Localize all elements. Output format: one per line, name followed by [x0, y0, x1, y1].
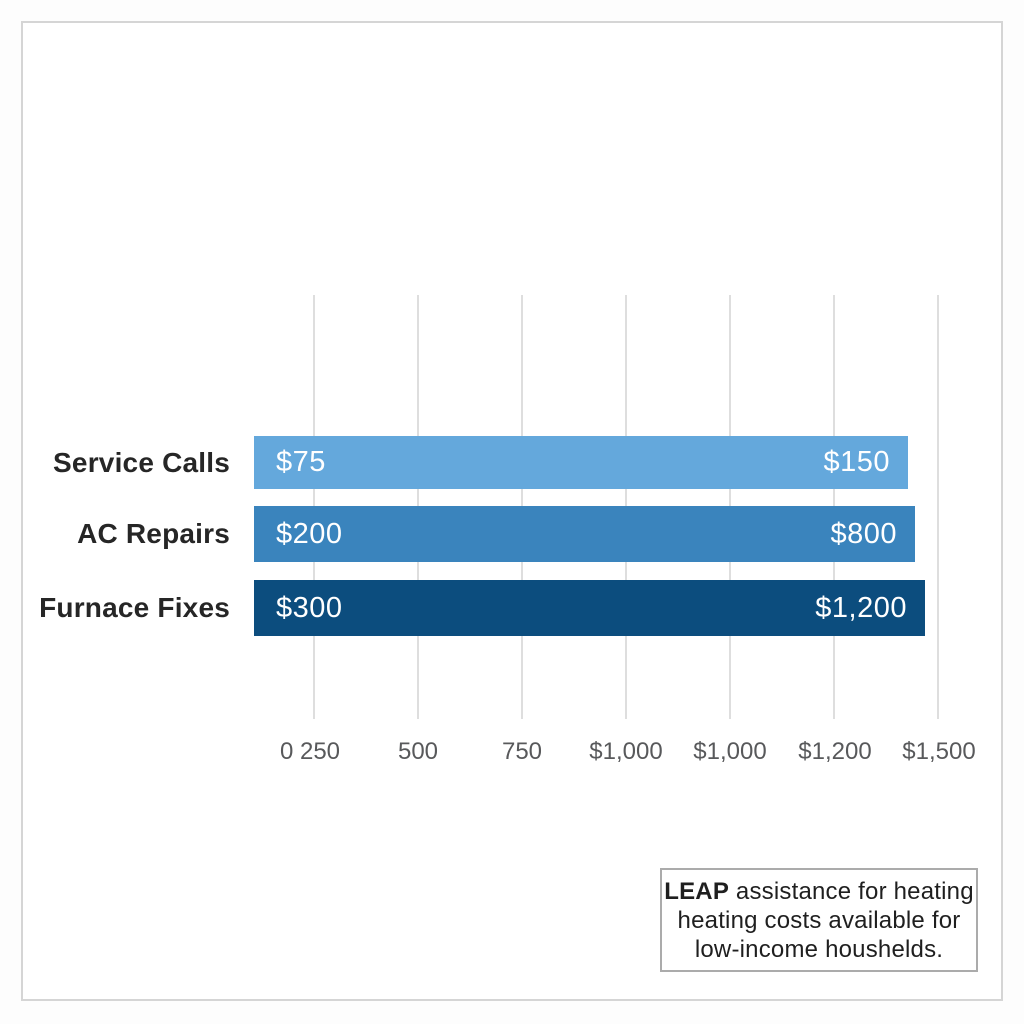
bar-low-value: $300 — [276, 591, 343, 624]
x-tick-label: $1,000 — [589, 738, 663, 765]
note-box — [660, 868, 978, 972]
x-tick-label: 750 — [501, 738, 543, 765]
x-tick-label: $1,500 — [902, 738, 976, 765]
note-line-1 — [664, 877, 974, 906]
note-line-3: low-income houshelds. — [694, 935, 944, 963]
bar-furnace-fixes — [254, 580, 925, 636]
bar-chart — [23, 23, 1001, 999]
bar-high-value: $1,200 — [815, 591, 907, 624]
x-tick-label: 0 250 — [279, 738, 341, 765]
note-line-1-rest: assistance for heating — [729, 877, 974, 905]
x-tick-label: $1,000 — [693, 738, 767, 765]
x-axis — [23, 728, 1001, 768]
bar-row-furnace-fixes — [23, 580, 1001, 636]
bar-service-calls — [254, 436, 908, 489]
x-tick-label: $1,200 — [798, 738, 872, 765]
note-lead: LEAP — [664, 877, 730, 905]
category-label-furnace-fixes: Furnace Fixes — [39, 592, 230, 623]
note-line-2: heating costs available for — [677, 906, 961, 934]
bar-high-value: $800 — [830, 517, 897, 550]
bar-row-service-calls — [23, 436, 1001, 489]
x-tick-label: 500 — [397, 738, 439, 765]
bar-row-ac-repairs — [23, 506, 1001, 562]
bar-ac-repairs — [254, 506, 915, 562]
category-label-service-calls: Service Calls — [53, 446, 230, 478]
bar-low-value: $75 — [276, 446, 326, 478]
bar-high-value: $150 — [823, 446, 890, 478]
chart-frame — [21, 21, 1003, 1001]
bar-low-value: $200 — [276, 517, 343, 550]
category-label-ac-repairs: AC Repairs — [77, 518, 230, 549]
